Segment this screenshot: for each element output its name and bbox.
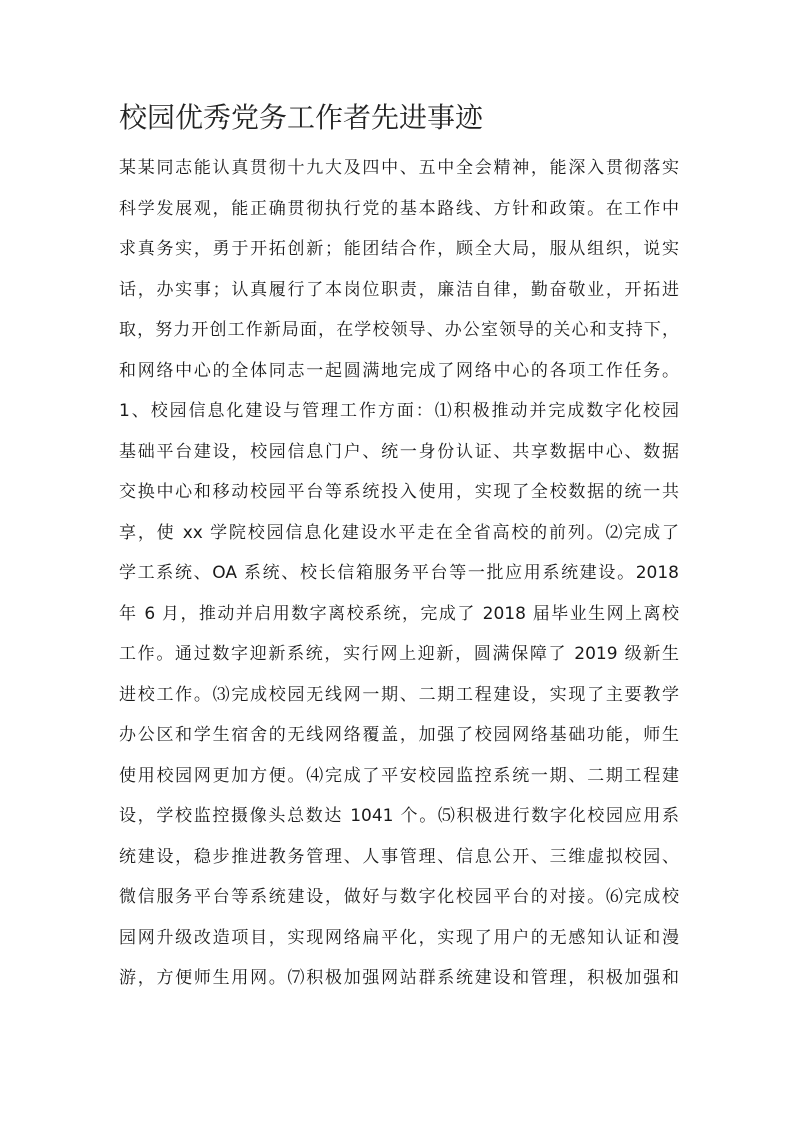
paragraph-line: 取，努力开创工作新局面，在学校领导、办公室领导的关心和支持下， bbox=[119, 320, 679, 340]
paragraph-line: 使用校园网更加方便。⑷完成了平安校园监控系统一期、二期工程建 bbox=[119, 765, 679, 786]
paragraph-line: 微信服务平台等系统建设，做好与数字化校园平台的对接。⑹完成校 bbox=[119, 887, 679, 907]
paragraph-line: 统建设，稳步推进教务管理、人事管理、信息公开、三维虚拟校园、 bbox=[119, 846, 679, 867]
paragraph-line: 某某同志能认真贯彻十九大及四中、五中全会精神，能深入贯彻落实 bbox=[119, 158, 679, 178]
paragraph-line: 年 6 月，推动并启用数字离校系统，完成了 2018 届毕业生网上离校 bbox=[119, 603, 679, 624]
paragraph-line: 交换中心和移动校园平台等系统投入使用，实现了全校数据的统一共 bbox=[119, 482, 679, 502]
paragraph-line: 学工系统、OA 系统、校长信箱服务平台等一批应用系统建设。2018 bbox=[119, 563, 679, 583]
paragraph-line: 工作。通过数字迎新系统，实行网上迎新，圆满保障了 2019 级新生 bbox=[119, 644, 679, 664]
paragraph-line: 科学发展观，能正确贯彻执行党的基本路线、方针和政策。在工作中 bbox=[119, 198, 679, 219]
page-title: 校园优秀党务工作者先进事迹 bbox=[119, 101, 484, 134]
paragraph-line: 基础平台建设，校园信息门户、统一身份认证、共享数据中心、数据 bbox=[119, 441, 679, 462]
paragraph-line: 享，使 xx 学院校园信息化建设水平走在全省高校的前列。⑵完成了 bbox=[119, 522, 679, 543]
paragraph-line: 园网升级改造项目，实现网络扁平化，实现了用户的无感知认证和漫 bbox=[119, 927, 679, 948]
paragraph-line: 和网络中心的全体同志一起圆满地完成了网络中心的各项工作任务。 bbox=[119, 360, 679, 381]
document-body bbox=[119, 148, 679, 999]
paragraph-line: 进校工作。⑶完成校园无线网一期、二期工程建设，实现了主要教学 bbox=[119, 684, 679, 705]
paragraph-line: 设，学校监控摄像头总数达 1041 个。⑸积极进行数字化校园应用系 bbox=[119, 806, 679, 826]
paragraph-line: 求真务实，勇于开拓创新；能团结合作，顾全大局，服从组织，说实 bbox=[119, 239, 679, 259]
paragraph-line: 游，方便师生用网。⑺积极加强网站群系统建设和管理，积极加强和 bbox=[119, 968, 679, 988]
paragraph-line: 1、校园信息化建设与管理工作方面：⑴积极推动并完成数字化校园 bbox=[119, 401, 679, 421]
paragraph-line: 办公区和学生宿舍的无线网络覆盖，加强了校园网络基础功能，师生 bbox=[119, 725, 679, 745]
paragraph-line: 话，办实事；认真履行了本岗位职责，廉洁自律，勤奋敬业，开拓进 bbox=[119, 279, 679, 300]
